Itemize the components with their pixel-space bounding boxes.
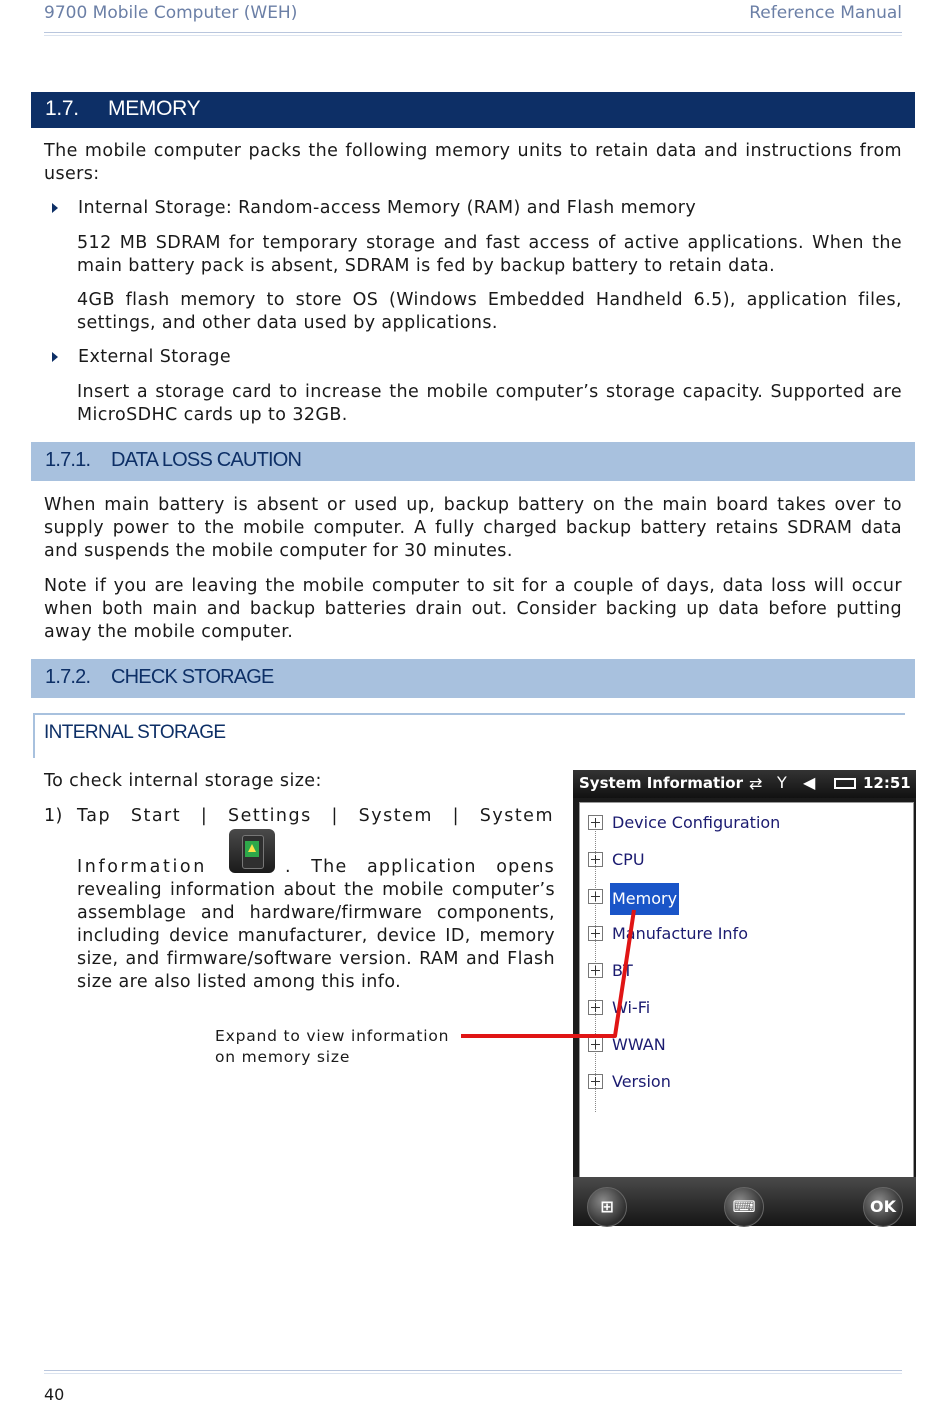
tree-item-label[interactable]: CPU xyxy=(612,850,645,869)
keyboard-icon[interactable]: ⌨ xyxy=(724,1187,764,1227)
ok-button[interactable]: OK xyxy=(863,1187,903,1227)
flash-paragraph: 4GB flash memory to store OS (Windows Embedded Handheld 6.5), application files, settings, and other data used by applications. xyxy=(77,290,902,333)
callout-line-1: Expand to view information xyxy=(215,1027,450,1045)
sdram-paragraph: 512 MB SDRAM for temporary storage and fast access of active applications. When the main battery pack is absent, SDRAM is fed by backup battery to retain data. xyxy=(77,233,902,276)
tree-item-label[interactable]: Manufacture Info xyxy=(612,924,748,943)
section-title: MEMORY xyxy=(108,97,201,120)
volume-mute-icon: ◀ xyxy=(803,773,816,792)
signal-off-icon: Y xyxy=(777,773,787,792)
step-information-word: Information xyxy=(77,857,207,877)
header-manual-title: Reference Manual xyxy=(749,3,902,23)
tree-item-label[interactable]: Version xyxy=(612,1072,671,1091)
external-storage-paragraph: Insert a storage card to increase the mobile computer’s storage capacity. Supported are MicroSDHC cards up to 32GB. xyxy=(77,382,902,425)
tree-item-label[interactable]: WWAN xyxy=(612,1035,666,1054)
subsection-title: CHECK STORAGE xyxy=(111,666,274,688)
device-window-title: System Informatior xyxy=(579,774,743,792)
device-clock: 12:51 xyxy=(863,774,911,792)
footer-rule xyxy=(44,1370,902,1371)
step-path: Tap Start | Settings | System | System xyxy=(77,806,554,826)
connectivity-icon: ⇄ xyxy=(749,774,763,793)
bullet-internal-storage: Internal Storage: Random-access Memory (RAM) and Flash memory xyxy=(78,198,697,218)
tree-item-label[interactable]: BT xyxy=(612,961,633,980)
windows-start-icon[interactable]: ⊞ xyxy=(587,1187,627,1227)
data-loss-paragraph-1: When main battery is absent or used up, backup battery on the main board takes over to supply power to the mobile computer. A fully charged backup battery retains SDRAM data and suspends the mobile computer for 30 minutes. xyxy=(44,495,902,561)
callout-line-2: on memory size xyxy=(215,1048,351,1066)
callout-line xyxy=(461,910,634,1036)
step-continuation-first: . The application opens xyxy=(285,857,555,877)
page-number: 40 xyxy=(44,1385,65,1404)
tree-item-label[interactable]: Device Configuration xyxy=(612,813,781,832)
section-intro: The mobile computer packs the following memory units to retain data and instructions from users: xyxy=(44,141,902,184)
bullet-external-storage: External Storage xyxy=(78,347,232,367)
footer-rule-2 xyxy=(44,1373,902,1374)
header-doc-title: 9700 Mobile Computer (WEH) xyxy=(44,3,298,23)
tree-item-label-selected[interactable]: Memory xyxy=(610,883,679,915)
subsection-number: 1.7.1. xyxy=(45,449,91,471)
subsection-title: DATA LOSS CAUTION xyxy=(111,449,302,471)
subsection-number: 1.7.2. xyxy=(45,666,91,688)
section-number: 1.7. xyxy=(45,97,79,120)
internal-storage-heading: INTERNAL STORAGE xyxy=(44,722,226,743)
step-description: revealing information about the mobile computer’s assemblage and hardware/firmware components, including device manufacturer, device ID, memory size, and firmware/software version. RAM and Flash size are also listed among this info. xyxy=(77,880,555,992)
tree-item-label[interactable]: Wi-Fi xyxy=(612,998,651,1017)
step-number: 1) xyxy=(44,806,63,826)
check-storage-lead: To check internal storage size: xyxy=(44,771,322,791)
data-loss-paragraph-2: Note if you are leaving the mobile computer to sit for a couple of days, data loss will occur when both main and backup batteries drain out. Consider backing up data before putting away the mobile computer. xyxy=(44,576,902,642)
